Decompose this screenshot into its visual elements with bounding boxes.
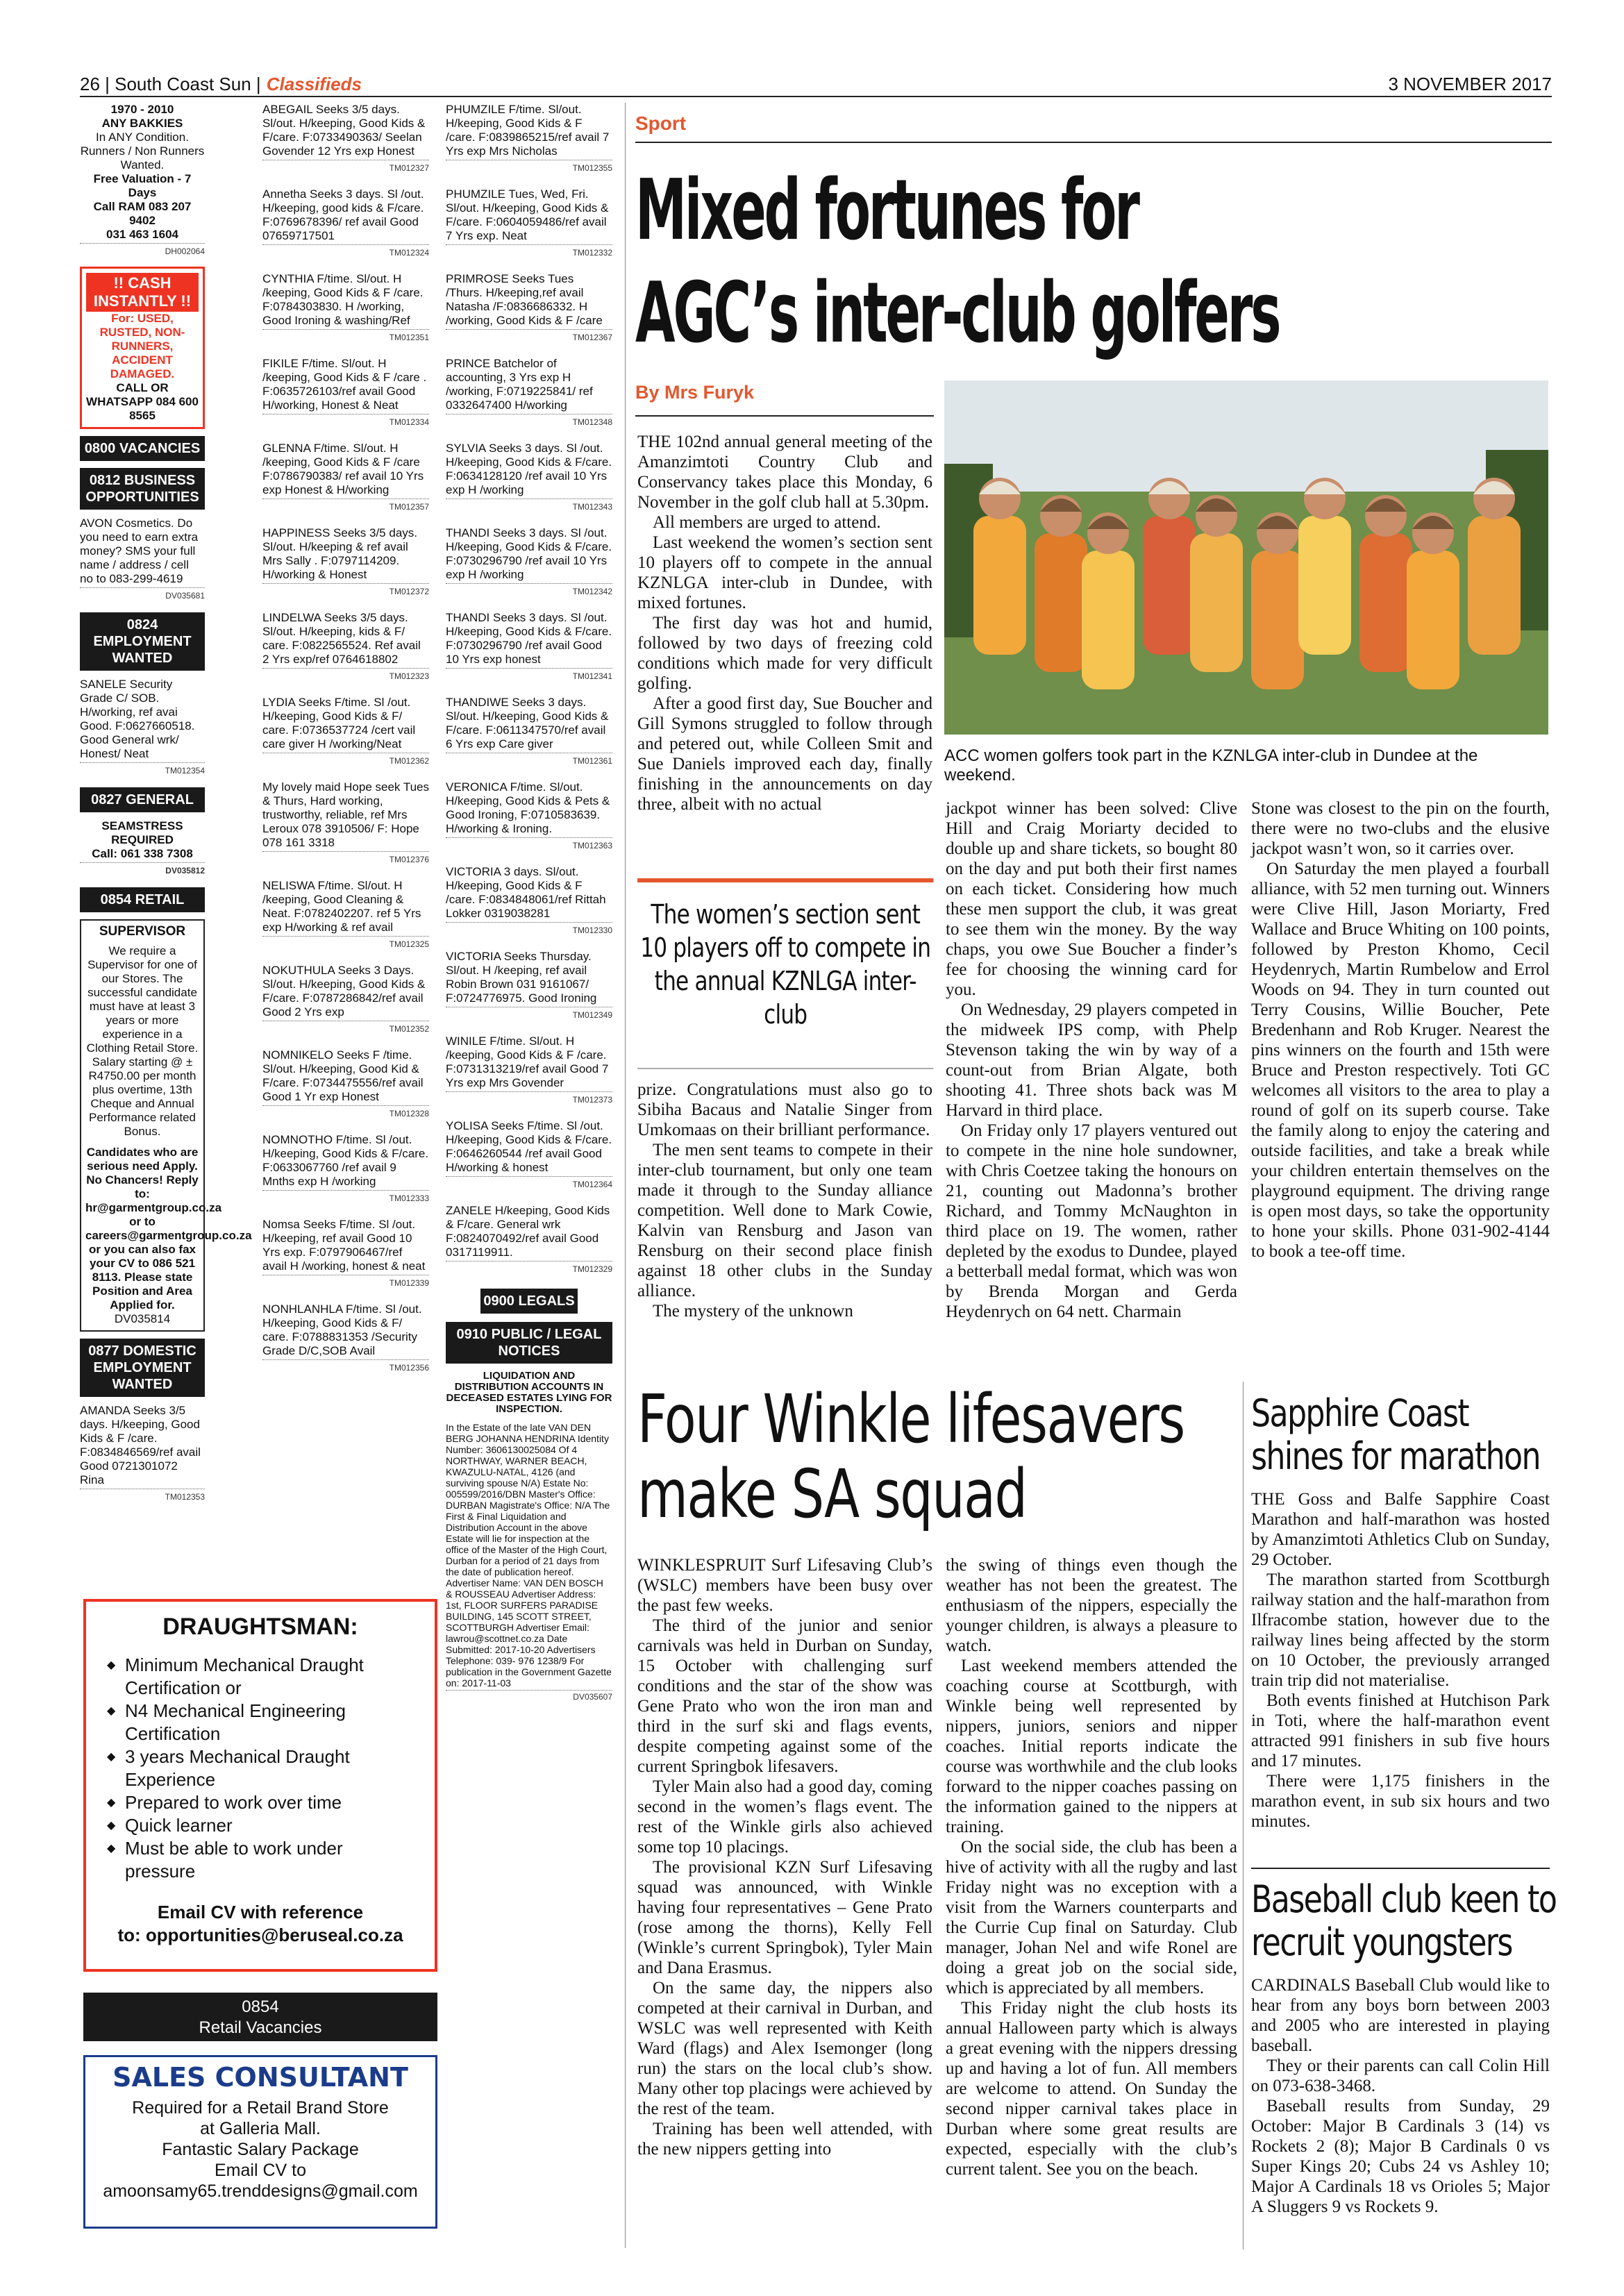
classified-ad: [262, 696, 429, 771]
cash-call: CALL OR WHATSAPP 084 600 8565: [86, 381, 199, 422]
ad-ref: TM012364: [446, 1176, 612, 1191]
headline-line-2: shines for marathon: [1251, 1434, 1540, 1478]
classifieds-column-2: [262, 103, 429, 1595]
ad-text: NOMNOTHO F/time. Sl /out. H/keeping, Good Kids & F/care. F:0633067760 /ref avail 9 Mnths exp H /working: [262, 1133, 429, 1188]
byline: By Mrs Furyk: [635, 382, 934, 417]
classified-ad: [446, 442, 612, 517]
paragraph: WINKLESPRUIT Surf Lifesaving Club’s (WSLC) members have been busy over the past few weeks.: [637, 1556, 932, 1615]
classified-ad: [262, 1302, 429, 1377]
classified-ad: [262, 442, 429, 517]
sales-consultant-ad: [83, 2055, 437, 2229]
sales-email: amoonsamy65.trenddesigns@gmail.com: [103, 2181, 418, 2201]
golf-headline: [635, 160, 1280, 365]
ad-text: NONHLANHLA F/time. Sl /out. H/keeping, Good Kids & F/ care. F:0788831353 /Security Grade D/C,SOB Avail: [262, 1302, 422, 1357]
ad-ref: TM012356: [262, 1359, 429, 1375]
ad-text: YOLISA Seeks F/time. Sl /out. H/keeping, Good Kids & F/care. F:0646260544 /ref avail Good H/working & honest: [446, 1119, 612, 1174]
classifieds-column-3: [446, 103, 612, 2245]
ad-ref: TM012357: [262, 498, 429, 514]
ad-line: Call: 061 338 7308: [92, 847, 193, 860]
paragraph: Baseball results from Sunday, 29 October: Major B Cardinals 3 (14) vs Rockets 2 (8); Major B Cardinals 0 vs Super Kings 20; Cubs 24 vs Ashley 10; Major A Cardinals 18 vs Orioles 5; Major A Sluggers 9 vs Rockets 9.: [1251, 2097, 1550, 2216]
ad-ref: TM012325: [262, 936, 429, 951]
legal-notice: [446, 1371, 612, 1705]
classified-ad: [446, 611, 612, 686]
sales-line: at Galleria Mall.: [200, 2119, 321, 2138]
classified-ad: [262, 526, 429, 601]
section-retail: 0854 RETAIL: [80, 887, 205, 912]
paragraph: Last weekend the women’s section sent 10 players off to compete in the annual KZNLGA inter-club in Dundee, with mixed fortunes.: [637, 533, 932, 612]
section-general: 0827 GENERAL: [80, 787, 205, 812]
ad-ref: TM012333: [262, 1190, 429, 1205]
sales-title: SALES CONSULTANT: [112, 2062, 408, 2093]
golfer-figure: [1143, 516, 1196, 655]
paragraph: On Saturday the men played a fourball alliance, with 52 men turning out. Winners were Clive Hill, Jason Moriarty, Fred Wallace and Bruce Whiting on 100 points, followed by Preston Khomo, Cecil Heydenrych, Martin Rumbelow and Errol Woods on 94. They in turn counted out Terry Cousins, Willie Boucher, Pete Bredenhann and Rob Kruger. Nearest the pins winners on the fourth and 15th were Bruce and Preston respectively. Toti GC welcomes all visitors to the area to play a round of golf on its superb course. Take the family along to enjoy the catering and outside facilities, and take a break while your children entertain themselves on the playground equipment. The driving range is open most days, so take the opportunity to hone your skills. Phone 031-902-4144 to book a tee-off time.: [1251, 860, 1550, 1261]
paragraph: On Friday only 17 players ventured out to compete in the nine hole sundowner, with Chris Coetzee taking the honours on 21, counting out Madonna’s brother Richard, and Tommy McNaughton in third place on 19. The women, rather depleted by the exodus to Dundee, played a betterball medal format, which was won by Brenda Morgan and Gerda Heydenrych on 64 nett. Charmain: [946, 1121, 1237, 1321]
classified-ad: [446, 865, 612, 940]
ad-ref: TM012339: [262, 1275, 429, 1290]
section-vacancies: 0800 VACANCIES: [80, 436, 205, 461]
requirement-item: ◆ 3 years Mechanical Draught Experience: [107, 1745, 414, 1791]
golfers-photo: [944, 380, 1548, 735]
ad-text: VERONICA F/time. Sl/out. H/keeping, Good Kids & Pets & Good Ironing, F:0710583639. H/working & Ironing.: [446, 780, 610, 835]
divider: [1251, 1868, 1550, 1869]
supervisor-ad: [80, 919, 252, 1332]
section-name: Classifieds: [266, 73, 362, 94]
ad-ref: TM012348: [446, 414, 612, 429]
section-domestic: 0877 DOMESTIC EMPLOYMENT WANTED: [80, 1339, 205, 1397]
seamstress-ad: [80, 819, 205, 880]
classifieds-column-1: [80, 103, 252, 1595]
ad-text: ABEGAIL Seeks 3/5 days. Sl/out. H/keeping, Good Kids & F/care. F:0733490363/ Seelan Govender 12 Yrs exp Honest: [262, 103, 426, 158]
ad-ref: DV035607: [446, 1690, 612, 1702]
headline-line-2: recruit youngsters: [1251, 1920, 1512, 1964]
section-business: 0812 BUSINESS OPPORTUNITIES: [80, 468, 205, 510]
ad-text: SANELE Security Grade C/ SOB. H/working, ref avai Good. F:0627660518. Good General wrk/ Honest/ Neat: [80, 678, 195, 760]
sales-line: Email CV to: [215, 2161, 306, 2180]
classified-ad: [262, 879, 429, 954]
ad-text: AMANDA Seeks 3/5 days. H/keeping, Good Kids & F /care. F:0834846569/ref avail Good 0721301072 Rina: [80, 1404, 201, 1486]
cash-sub: For: USED, RUSTED, NON-RUNNERS, ACCIDENT DAMAGED.: [99, 312, 185, 380]
classified-ad: [262, 611, 429, 686]
ad-text: PRIMROSE Seeks Tues /Thurs. H/keeping,ref avail Natasha /F:0836686332. H /working, Good Kids & F /care: [446, 272, 603, 327]
classified-ad: [262, 187, 429, 262]
ad-line: 1970 - 2010: [110, 103, 174, 116]
cash-title: !! CASH INSTANTLY !!: [86, 273, 199, 312]
ad-text: CYNTHIA F/time. Sl/out. H /keeping, Good Kids & F /care. F:0784303830. H /working, Good Ironing & washing/Ref: [262, 272, 424, 327]
classified-ad: [446, 526, 612, 601]
ad-text: THANDIWE Seeks 3 days. Sl/out. H/keeping, Good Kids & F/care. F:0611347570/ref avail 6 Yrs exp Care giver: [446, 696, 609, 751]
ad-text: NELISWA F/time. Sl/out. H /keeping, Good Cleaning & Neat. F:0782402207. ref 5 Yrs exp H/working & ref avail: [262, 879, 421, 934]
headline-line-1: Baseball club keen to: [1251, 1877, 1557, 1921]
legal-body: In the Estate of the late VAN DEN BERG JOHANNA HENDRINA Identity Number: 3606130025084 Of 4 NORTHWAY, WARNER BEACH, KWAZULU-NATAL, 4126 (and surviving spouse N/A) Estate No: 005599/2016/DBN Master's Office: DURBAN Magistrate's Office: N/A The First & Final Liquidation and Distribution Account in the above Estate will lie for inspection at the office of the Master of the High Court, Durban for a period of 21 days from the date of publication hereof. Advertiser Name: VAN DEN BOSCH & ROUSSEAU Advertiser Address: 1st, FLOOR SURFERS PARADISE BUILDING, 145 SCOTT STREET, SCOTTBURGH Advertiser Email: lawrou@scottnet.co.za Date Submitted: 2017-10-20 Advertisers Telephone: 039- 976 1238/9 For publication in the Government Gazette on: 2017-11-03: [446, 1422, 612, 1689]
golf-col-1: [637, 432, 932, 876]
ad-text: WINILE F/time. Sl/out. H /keeping, Good Kids & F /care. F:0731313219/ref avail Good 7 Yrs exp Mrs Govender: [446, 1034, 609, 1089]
ad-text: PHUMZILE F/time. Sl/out. H/keeping, Good Kids & F /care. F:0839865215/ref avail 7 Yrs exp Mrs Nicholas: [446, 103, 610, 158]
requirement-item: ◆ Prepared to work over time: [107, 1791, 414, 1814]
golf-col-2: [946, 798, 1237, 1361]
ad-text: My lovely maid Hope seek Tues & Thurs, Hard working, trustworthy, reliable, ref Mrs Leroux 078 3910506/ F: Hope 078 161 3318: [262, 780, 429, 849]
golfer-figure: [1082, 551, 1135, 689]
ad-ref: TM012323: [262, 668, 429, 683]
draughtsman-title: DRAUGHTSMAN:: [162, 1614, 358, 1640]
requirement-item: ◆ Quick learner: [107, 1814, 414, 1837]
ad-text: AVON Cosmetics. Do you need to earn extra money? SMS your full name / address / cell no to 083-299-4619: [80, 517, 199, 585]
classified-ad: [262, 1218, 429, 1293]
supervisor-body: We require a Supervisor for one of our Stores. The successful candidate must have at least 3 years or more experience in a Clothing Retail Store. Salary starting @ ± R4750.00 per month plus overtime, 13th Cheque and Annual Performance related Bonus.: [86, 944, 199, 1138]
golfer-figure: [1035, 533, 1087, 672]
ad-ref: TM012324: [262, 244, 429, 260]
classified-ad: [446, 357, 612, 432]
ad-ref: TM012349: [446, 1007, 612, 1022]
classified-ad: [446, 1119, 612, 1194]
classified-ad: [262, 780, 429, 869]
paragraph: jackpot winner has been solved: Clive Hill and Craig Moriarty decided to double up and share tickets, so bought 80 on the day and put both their first names on each ticket. Considering how much these men support the club, it was great to see them win the money. By the way chaps, you owe Sue Boucher a finder’s fee for choosing the winning card for you.: [946, 799, 1237, 999]
ad-text: Nomsa Seeks F/time. Sl /out. H/keeping, ref avail Good 10 Yrs exp. F:0797906467/ref avail H /working, honest & neat: [262, 1218, 426, 1273]
draughtsman-email: to: opportunities@beruseal.co.za: [117, 1925, 403, 1945]
headline-line-2: make SA squad: [637, 1455, 1027, 1533]
photo-caption: ACC women golfers took part in the KZNLGA inter-club in Dundee at the weekend.: [944, 746, 1478, 785]
ad-text: VICTORIA 3 days. Sl/out. H/keeping, Good Kids & F /care. F:0834848061/ref Rittah Lokker 0319038281: [446, 865, 606, 920]
paragraph: the swing of things even though the weather has not been the greatest. The enthusiasm of the nippers, especially the younger children, is always a pleasure to watch.: [946, 1556, 1237, 1655]
ad-ref: TM012343: [446, 498, 612, 514]
ad-text: HAPPINESS Seeks 3/5 days. Sl/out. H/keeping & ref avail Mrs Sally . F:0797114209. H/working & Honest: [262, 526, 417, 581]
classified-ad: [446, 1034, 612, 1109]
supervisor-apply: Candidates who are serious need Apply. No Chancers! Reply to: hr@garmentgroup.co.za or to careers@garmentgroup.co.za or you can also fax your CV to 086 521 8113. Please state Position and Area Applied for.: [85, 1146, 252, 1312]
ad-ref: DV035681: [80, 587, 205, 603]
ad-ref: TM012330: [446, 922, 612, 937]
classified-ad: [262, 1133, 429, 1208]
paragraph: The first day was hot and humid, followed by two days of freezing cold conditions which made for very difficult golfing.: [637, 614, 932, 693]
ad-line: ANY BAKKIES: [101, 117, 183, 130]
paragraph: Stone was closest to the pin on the fourth, there were no two-clubs and the elusive jackpot wasn’t won, so it carries over.: [1251, 799, 1550, 858]
column-rule: [625, 103, 626, 2248]
ad-ref: DV035812: [80, 862, 205, 878]
sanele-ad: [80, 678, 205, 780]
ad-ref: TM012367: [446, 329, 612, 344]
requirement-item: ◆ Must be able to work under pressure: [107, 1837, 414, 1883]
ad-ref: TM012352: [262, 1021, 429, 1036]
paragraph: THE Goss and Balfe Sapphire Coast Marathon and half-marathon was hosted by Amanzimtoti Athletics Club on Sunday, 29 October.: [1251, 1490, 1550, 1569]
headline-line-1: Four Winkle lifesavers: [637, 1380, 1184, 1458]
requirement-item: ◆ Minimum Mechanical Draught Certification or: [107, 1654, 414, 1700]
ad-text: GLENNA F/time. Sl/out. H /keeping, Good Kids & F /care F:0786790383/ ref avail 10 Yrs exp Honest & H/working: [262, 442, 424, 496]
headline-line-1: Sapphire Coast: [1251, 1391, 1468, 1435]
sales-line: Required for a Retail Brand Store: [132, 2098, 389, 2118]
golf-col-3: [1251, 798, 1550, 1361]
ad-text: THANDI Seeks 3 days. Sl /out. H/keeping, Good Kids & F/care. F:0730296790 /ref avail 10 Yrs exp H /working: [446, 526, 612, 581]
classified-ad: [262, 272, 429, 347]
ad-ref: TM012373: [446, 1091, 612, 1107]
retail-vacancies-header: [83, 1993, 437, 2041]
ad-text: NOKUTHULA Seeks 3 Days. Sl/out. H/keeping, Good Kids & F/care. F:0787286842/ref avail Good 2 Yrs exp: [262, 964, 426, 1019]
paragraph: On the same day, the nippers also competed at their carnival in Durban, and WSLC was well represented with Keith Ward (flags) and Alex Isemonger (long run) the stars on the local club’s show. Many other top placings were achieved by the rest of the team.: [637, 1979, 932, 2118]
ad-line: In ANY Condition. Runners / Non Runners Wanted.: [80, 131, 205, 171]
ad-line: REQUIRED: [111, 833, 174, 846]
ad-text: SYLVIA Seeks 3 days. Sl /out. H/keeping, Good Kids & F/care. F:0634128120 /ref avail 10 Yrs exp H /working: [446, 442, 612, 496]
paragraph: All members are urged to attend.: [653, 513, 881, 532]
paragraph: Tyler Main also had a good day, coming second in the women’s flags event. The rest of the Winkle girls also achieved some top 10 placings.: [637, 1777, 932, 1857]
golfer-figure: [1359, 533, 1412, 672]
classified-ad: [262, 964, 429, 1039]
paragraph: CARDINALS Baseball Club would like to hear from any boys born between 2003 and 2005 who are interested in playing baseball.: [1251, 1976, 1550, 2055]
ad-text: ZANELE H/keeping, Good Kids & F/care. General wrk F:0824070492/ref avail Good 0317119911.: [446, 1204, 610, 1259]
winkle-headline: [637, 1382, 1184, 1532]
ad-ref: TM012353: [80, 1489, 205, 1504]
ad-line: SEAMSTRESS: [101, 819, 183, 832]
baseball-headline: [1251, 1878, 1556, 1964]
ad-ref: TM012341: [446, 668, 612, 683]
requirement-item: ◆ N4 Mechanical Engineering Certification: [107, 1700, 414, 1745]
ad-ref: TM012334: [262, 414, 429, 429]
ad-text: Annetha Seeks 3 days. Sl /out. H/keeping, good kids & F/care. F:0769678396/ ref avail Good 07659717501: [262, 187, 424, 242]
bakkies-ad: [80, 103, 205, 261]
col3-ads: [446, 103, 612, 1279]
classified-ad: [446, 103, 612, 178]
golfer-figure: [1407, 551, 1459, 689]
ad-ref: TM012351: [262, 329, 429, 344]
ad-text: FIKILE F/time. Sl/out. H /keeping, Good Kids & F /care . F:0635726103/ref avail Good H/working, Honest & Neat: [262, 357, 427, 412]
ad-ref: TM012354: [80, 762, 205, 778]
paragraph: There were 1,175 finishers in the marathon event, in sub six hours and two minutes.: [1251, 1772, 1550, 1831]
golfer-figure: [1298, 516, 1351, 655]
pull-quote: The women’s section sent 10 players off to compete in the annual KZNLGA inter-club: [637, 878, 933, 1069]
ad-ref: TM012361: [446, 753, 612, 768]
golfer-figure: [1251, 551, 1304, 689]
paragraph: prize. Congratulations must also go to Sibiha Bacaus and Natalie Singer from Umkomaas on their brilliant performance.: [637, 1080, 932, 1139]
retail-label: Retail Vacancies: [199, 2018, 322, 2037]
section-legals: 0900 LEGALS: [480, 1289, 578, 1314]
classified-ad: [446, 780, 612, 855]
cash-instantly-ad: [80, 267, 205, 429]
avon-ad: [80, 517, 205, 605]
ad-ref: DH002064: [80, 243, 205, 258]
page-header: [80, 72, 1552, 97]
classified-ad: [262, 357, 429, 432]
classified-ad: [262, 1048, 429, 1123]
paragraph: The mystery of the unknown: [653, 1302, 853, 1321]
ad-ref: TM012342: [446, 583, 612, 598]
sapphire-body: [1251, 1489, 1550, 1850]
classified-ad: [262, 103, 429, 178]
paragraph: The provisional KZN Surf Lifesaving squad was announced, with Winkle having four representatives – Gene Prato (rose among the thorns), Kelly Fell (Winkle’s current Springbok), Tyler Main and Dana Erasmus.: [637, 1858, 932, 1977]
legal-title: LIQUIDATION AND DISTRIBUTION ACCOUNTS IN DECEASED ESTATES LYING FOR INSPECTION.: [446, 1370, 612, 1415]
paragraph: The third of the junior and senior carnivals was held in Durban on Sunday, 15 October with challenging surf conditions and the star of the show was Gene Prato who won the iron man and third in the surf ski and flags events, despite competing against some of the current Springbok lifesavers.: [637, 1616, 932, 1776]
ad-ref: TM012376: [262, 851, 429, 866]
ad-ref: TM012363: [446, 837, 612, 853]
paragraph: Last weekend members attended the coaching course at Scottburgh, with Winkle being well represented by nippers, juniors, seniors and nipper coaches. Initial reports indicate the course was worthwhile and the club looks forward to the nipper coaches passing on the information gained to the nippers at training.: [946, 1657, 1237, 1836]
paragraph: They or their parents can call Colin Hill on 073-638-3468.: [1251, 2056, 1550, 2095]
ad-text: LYDIA Seeks F/time. Sl /out. H/keeping, Good Kids & F/ care. F:0736537724 /cert vail care giver H /working/Neat: [262, 696, 416, 751]
winkle-col-2: [946, 1555, 1237, 2256]
ad-line: 031 463 1604: [106, 228, 178, 241]
ad-ref: TM012329: [446, 1261, 612, 1276]
golf-col-1b: [637, 1080, 932, 1357]
ad-ref: TM012327: [262, 160, 429, 175]
ad-ref: TM012355: [446, 160, 612, 175]
classified-ad: [446, 187, 612, 262]
sport-section-label: [635, 112, 1552, 143]
ad-ref: TM012328: [262, 1105, 429, 1121]
ad-text: LINDELWA Seeks 3/5 days. Sl/out. H/keeping, kids & F/ care. F:0822565524. Ref avail 2 Yrs exp/ref 0764618802: [262, 611, 421, 666]
golfer-figure: [1190, 533, 1243, 672]
classified-ad: [446, 272, 612, 347]
classified-ad: [446, 1204, 612, 1279]
headline-line-1: Mixed fortunes for: [635, 162, 1138, 259]
sales-line: Fantastic Salary Package: [162, 2140, 359, 2159]
ad-line: Call RAM 083 207 9402: [93, 200, 192, 227]
ad-text: VICTORIA Seeks Thursday. Sl/out. H /keeping, ref avail Robin Brown 031 9161067/ F:0724776975. Good Ironing: [446, 950, 597, 1005]
supervisor-title: SUPERVISOR: [99, 924, 186, 939]
issue-date: 3 NOVEMBER 2017: [1388, 73, 1552, 94]
draughtsman-email-line: Email CV with reference: [157, 1902, 364, 1922]
section-public-notices: 0910 PUBLIC / LEGAL NOTICES: [446, 1322, 612, 1364]
retail-code: 0854: [242, 1997, 279, 2016]
golfer-figure: [1468, 516, 1521, 655]
classified-ad: [446, 696, 612, 771]
ad-text: NOMNIKELO Seeks F /time. Sl/out. H/keeping, Good Kid & F/care. F:0734475556/ref avail Good 1 Yr exp Honest: [262, 1048, 424, 1103]
page-folio: 26 | South Coast Sun |: [80, 73, 261, 94]
paragraph: The men sent teams to compete in their inter-club tournament, but only one team made it through to the Sunday alliance competition. Well done to Mark Cowie, Kalvin van Rensburg and Jason van Rensburg on their second place finish against 18 other clubs in the Sunday alliance.: [637, 1141, 932, 1300]
ad-line: Free Valuation - 7 Days: [93, 172, 192, 199]
paragraph: On the social side, the club has been a hive of activity with all the rugby and last Friday night was no exception with a visit from the Warners counterparts and the Currie Cup final on Saturday. Club manager, Johan Nel and wife Ronel are doing a great job on the social side, which is appreciated by all members.: [946, 1838, 1237, 1997]
section-employment: 0824 EMPLOYMENT WANTED: [80, 612, 205, 671]
paragraph: THE 102nd annual general meeting of the Amanzimtoti Country Club and Conservancy takes place this Monday, 6 November in the golf club hall at 5.30pm.: [637, 433, 932, 512]
ad-text: PHUMZILE Tues, Wed, Fri. Sl/out. H/keeping, Good Kids & F/care. F:0604059486/ref avail 7 Yrs exp. Neat: [446, 187, 609, 242]
column-rule: [1243, 1382, 1244, 2249]
amanda-ad: [80, 1404, 205, 1507]
classified-ad: [446, 950, 612, 1025]
sapphire-headline: [1251, 1392, 1540, 1478]
winkle-col-1: [637, 1555, 932, 2256]
paragraph: On Wednesday, 29 players competed in the midweek IPS comp, with Phelp Stevenson taking the win by way of a count-out from Brian Algate, both shooting 41. Three shots back was M Harvard in third place.: [946, 1000, 1237, 1120]
golfer-figure: [973, 516, 1026, 655]
sport-label: Sport: [635, 112, 687, 134]
ad-ref: TM012372: [262, 583, 429, 598]
draughtsman-ad: [83, 1599, 437, 1972]
ad-ref: TM012362: [262, 753, 429, 768]
paragraph: This Friday night the club hosts its annual Halloween party which is always a great evening with the nippers dressing up and having a lot of fun. All members are welcome to attend. On Sunday the second nipper carnival takes place in Durban where some great results are expected, especially with the club’s current talent. See you on the beach.: [946, 1999, 1237, 2179]
paragraph: Training has been well attended, with the new nippers getting into: [637, 2120, 932, 2159]
paragraph: Both events finished at Hutchison Park in Toti, where the half-marathon event attracted 991 finishers in sub five hours and 17 minutes.: [1251, 1691, 1550, 1770]
golfers-photo-illustration: [944, 380, 1548, 735]
paragraph: The marathon started from Scottburgh railway station and the half-marathon from Ilfracombe station, however due to the railway lines being affected by the storm on 10 October, the previously arranged train trip did not materialise.: [1251, 1570, 1550, 1690]
draughtsman-requirements: [107, 1654, 414, 1883]
ad-ref: DV035814: [114, 1312, 171, 1325]
baseball-body: [1251, 1975, 1550, 2253]
paragraph: After a good first day, Sue Boucher and Gill Symons struggled to follow through and petered out, while Colleen Smit and Sue Daniels improved each day, finally finishing in the announcements on day three, albeit with no actual: [637, 694, 932, 814]
ad-text: PRINCE Batchelor of accounting, 3 Yrs exp H /working, F:0719225841/ ref 0332647400 H/working: [446, 357, 593, 412]
headline-line-2: AGC’s inter-club golfers: [635, 265, 1280, 362]
ad-text: THANDI Seeks 3 days. Sl /out. H/keeping, Good Kids & F/care. F:0730296790 /ref avail Good 10 Yrs exp honest: [446, 611, 612, 666]
ad-ref: TM012332: [446, 244, 612, 260]
